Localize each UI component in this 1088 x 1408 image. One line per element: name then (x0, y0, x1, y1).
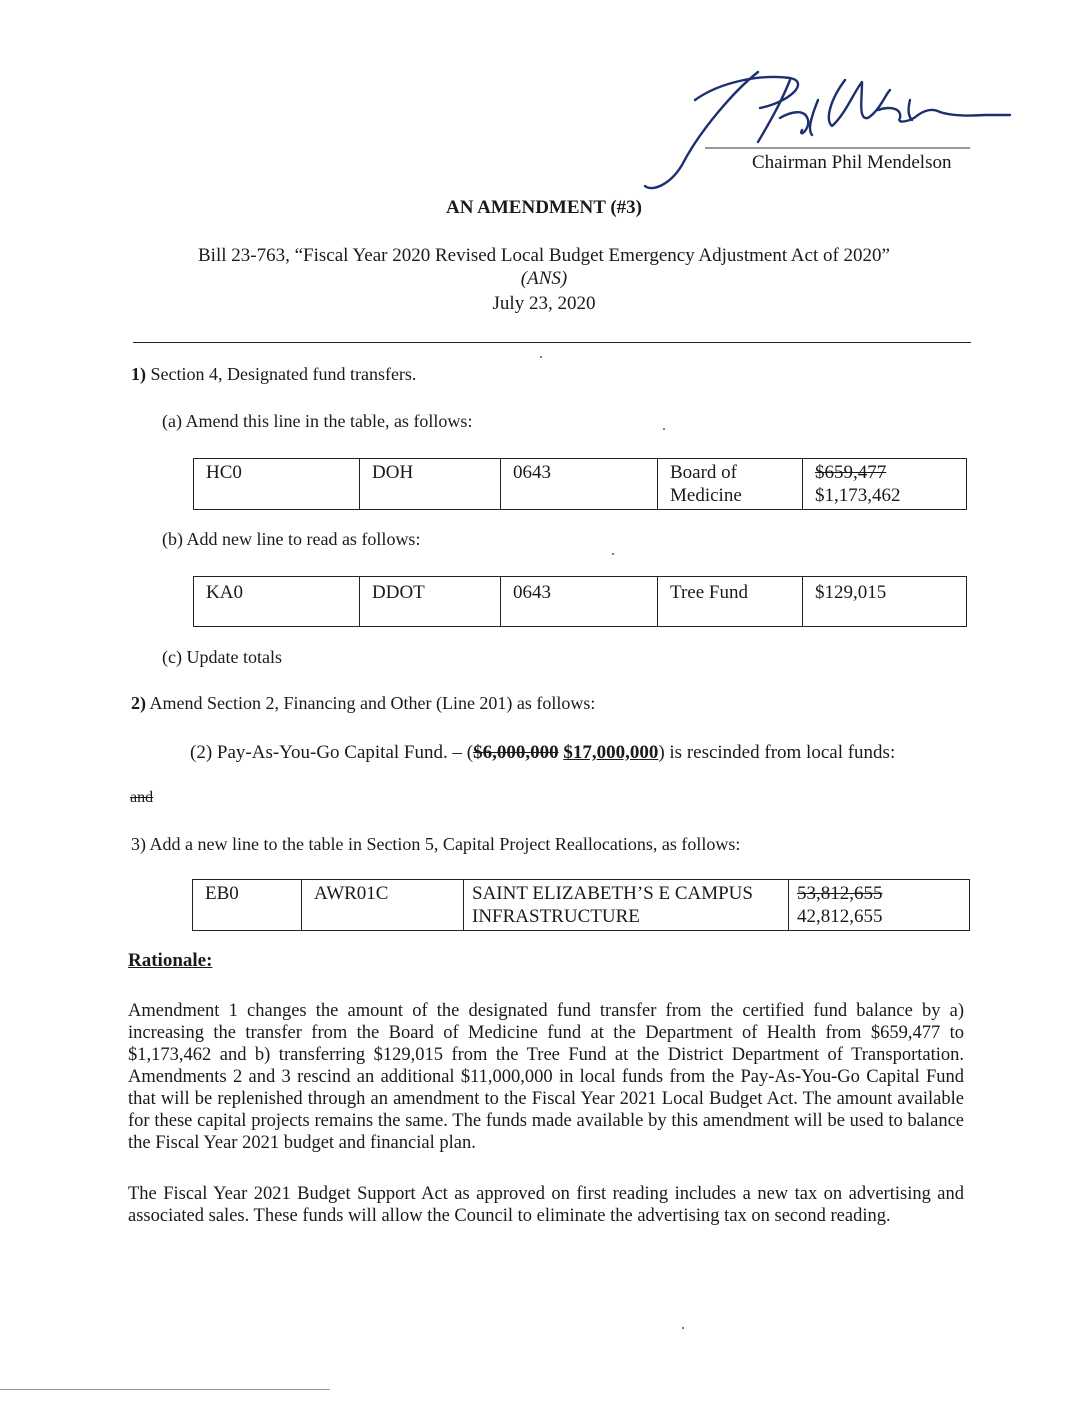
paygo-new-amount: $17,000,000 (563, 742, 659, 763)
document-title: AN AMENDMENT (#3) (446, 197, 642, 218)
fund-transfer-table-a (193, 458, 967, 510)
section-2-heading (131, 692, 595, 714)
section-1-item-b: (b) Add new line to read as follows: (162, 529, 421, 549)
department-cell: DDOT (360, 577, 501, 627)
rationale-paragraph-1: Amendment 1 changes the amount of the designated fund transfer from the certified fund balance by a) increasing the transfer from the Board of Medicine fund at the Department of Health from $659,477 to $1,173,462 and b) transferring $129,015 from the Tree Fund at the District Department of Transportation. Amendments 2 and 3 rescind an additional $11,000,000 in local funds from the Pay-As-You-Go Capital Fund that will be replenished through an amendment to the Fiscal Year 2021 Local Budget Act. The amount available for these capital projects remains the same. The funds made available by this amendment will be used to balance the Fiscal Year 2021 budget and financial plan. (128, 1001, 964, 1153)
fund-transfer-table-b (193, 576, 967, 627)
signature-image (640, 60, 1020, 195)
paygo-line (190, 742, 895, 764)
amount-cell (803, 459, 967, 510)
scan-speck (540, 356, 542, 358)
section-1-number: 1) (131, 364, 146, 384)
scan-speck (612, 553, 614, 555)
amount-cell (789, 880, 970, 931)
signer-name: Chairman Phil Mendelson (752, 152, 952, 173)
agency-cell: EB0 (193, 880, 302, 931)
agency-cell: KA0 (194, 577, 360, 627)
document-date: July 23, 2020 (492, 293, 596, 314)
table-row (193, 880, 970, 931)
section-2-number: 2) (131, 693, 146, 713)
old-amount: 53,812,655 (797, 883, 883, 904)
project-name-line-1: SAINT ELIZABETH’S E CAMPUS (472, 883, 753, 904)
table-row (194, 577, 967, 627)
footer-line (0, 1389, 330, 1390)
capital-reallocation-table (192, 879, 970, 931)
new-amount: 42,812,655 (797, 906, 883, 927)
new-amount: $1,173,462 (815, 485, 901, 506)
paygo-old-amount: $6,000,000 (473, 742, 559, 763)
fund-name-line-2: Medicine (670, 485, 742, 506)
fund-name-line-1: Board of (670, 462, 738, 483)
project-name-cell (464, 880, 789, 931)
fund-cell: 0643 (501, 577, 658, 627)
agency-cell: HC0 (194, 459, 360, 510)
ans-label: (ANS) (520, 268, 568, 289)
section-1-item-a: (a) Amend this line in the table, as follows: (162, 411, 473, 431)
section-1-title: Section 4, Designated fund transfers. (146, 364, 417, 384)
fund-name-cell: Tree Fund (658, 577, 803, 627)
project-name-line-2: INFRASTRUCTURE (472, 906, 640, 927)
project-cell: AWR01C (302, 880, 464, 931)
section-1-item-c: (c) Update totals (162, 647, 282, 667)
section-2-title: Amend Section 2, Financing and Other (Line 201) as follows: (146, 693, 596, 713)
fund-name-cell (658, 459, 803, 510)
amount-cell: $129,015 (803, 577, 967, 627)
paygo-line-prefix: (2) Pay-As-You-Go Capital Fund. – ( (190, 742, 474, 763)
header-divider (133, 342, 971, 343)
section-1-heading (131, 363, 416, 385)
bill-line: Bill 23-763, “Fiscal Year 2020 Revised Local Budget Emergency Adjustment Act of 2020” (198, 245, 890, 266)
struck-conjunction: and (130, 789, 154, 806)
fund-cell: 0643 (501, 459, 658, 510)
department-cell: DOH (360, 459, 501, 510)
section-3-heading: 3) Add a new line to the table in Section 5, Capital Project Reallocations, as follows: (131, 834, 741, 854)
old-amount: $659,477 (815, 462, 887, 483)
rationale-paragraph-2: The Fiscal Year 2021 Budget Support Act as approved on first reading includes a new tax on advertising and associated sales. These funds will allow the Council to eliminate the advertising tax on second reading. (128, 1184, 964, 1226)
scan-speck (682, 1327, 684, 1329)
table-row (194, 459, 967, 510)
paygo-line-suffix: ) is rescinded from local funds: (658, 742, 896, 763)
scan-speck (663, 428, 665, 430)
rationale-heading: Rationale: (128, 950, 213, 971)
